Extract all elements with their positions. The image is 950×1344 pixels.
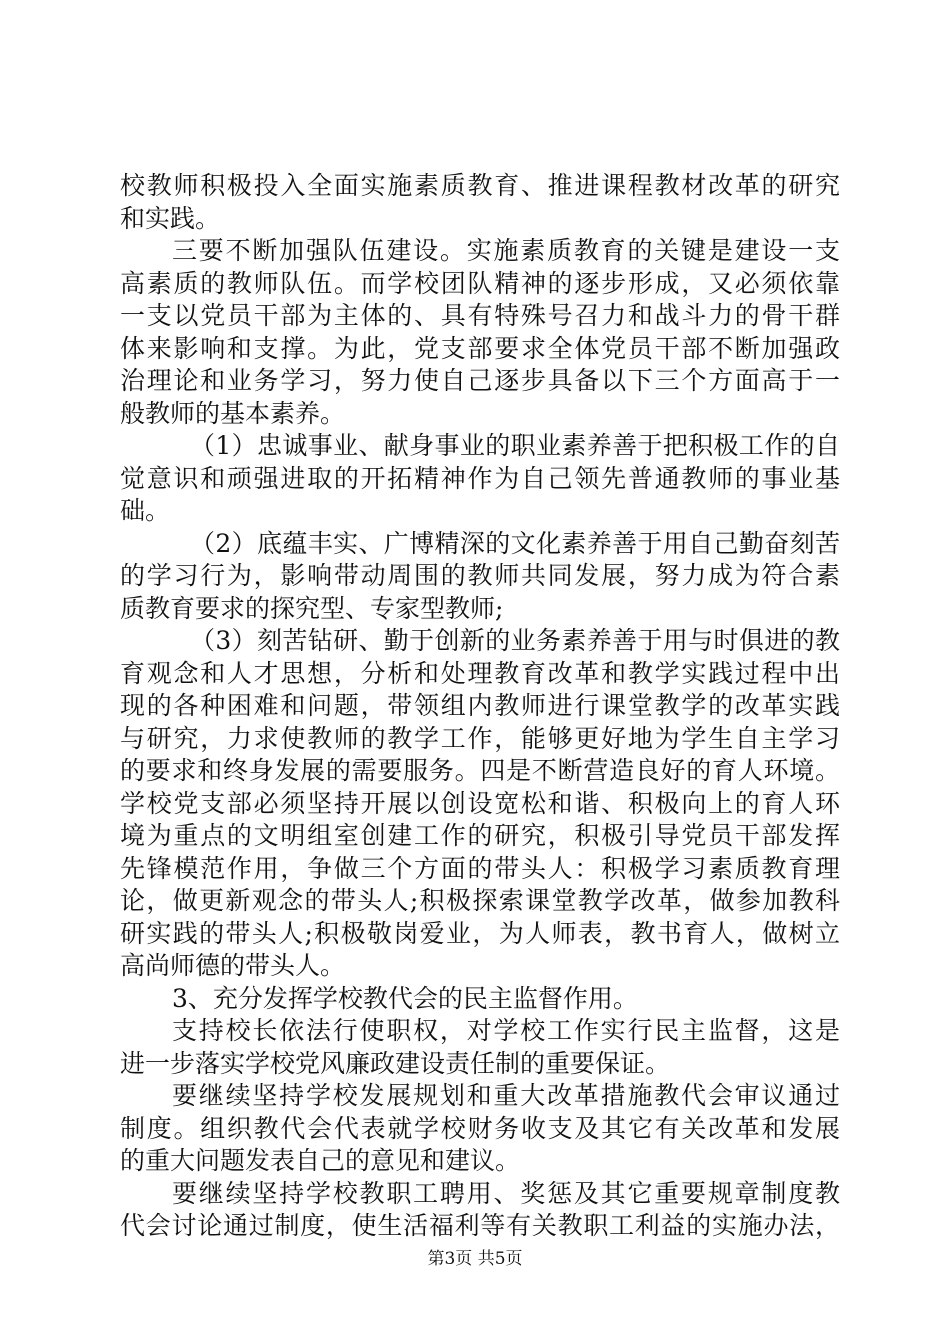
text-line: 一支以党员干部为主体的、具有特殊号召力和战斗力的骨干群 <box>120 301 840 330</box>
text-line: 育观念和人才思想，分析和处理教育改革和教学实践过程中出 <box>120 658 840 688</box>
text-line: （2）底蕴丰实、广博精深的文化素养善于用自己勤奋刻苦 <box>190 528 840 558</box>
text-line: 进一步落实学校党风廉政建设责任制的重要保证。 <box>120 1048 671 1078</box>
text-line: 代会讨论通过制度，使生活福利等有关教职工利益的实施办法， <box>120 1211 840 1240</box>
text-line: 论，做更新观念的带头人;积极探索课堂教学改革，做参加教科 <box>120 886 840 915</box>
text-line: （3）刻苦钻研、勤于创新的业务素养善于用与时俱进的教 <box>190 626 840 655</box>
text-line: 境为重点的文明组室创建工作的研究，积极引导党员干部发挥 <box>120 821 840 850</box>
text-line: 校教师积极投入全面实施素质教育、推进课程教材改革的研究 <box>120 171 840 200</box>
text-line: 般教师的基本素养。 <box>120 398 346 428</box>
text-line: 体来影响和支撑。为此，党支部要求全体党员干部不断加强政 <box>120 333 840 363</box>
text-line: 的重大问题发表自己的意见和建议。 <box>120 1146 521 1175</box>
text-line: 3、充分发挥学校教代会的民主监督作用。 <box>172 983 638 1013</box>
text-line: 制度。组织教代会代表就学校财务收支及其它有关改革和发展 <box>120 1113 840 1143</box>
text-line: 三要不断加强队伍建设。实施素质教育的关键是建设一支 <box>172 236 840 265</box>
text-line: 的要求和终身发展的需要服务。四是不断营造良好的育人环境。 <box>120 756 840 785</box>
text-line: （1）忠诚事业、献身事业的职业素养善于把积极工作的自 <box>190 431 840 460</box>
text-line: 要继续坚持学校发展规划和重大改革措施教代会审议通过 <box>172 1081 840 1110</box>
body-text <box>120 170 840 1243</box>
text-line: 的学习行为，影响带动周围的教师共同发展，努力成为符合素 <box>120 561 840 590</box>
text-line: 治理论和业务学习，努力使自己逐步具备以下三个方面高于一 <box>120 366 840 395</box>
text-line: 支持校长依法行使职权，对学校工作实行民主监督，这是 <box>172 1016 840 1045</box>
text-line: 础。 <box>120 496 171 525</box>
text-line: 先锋模范作用，争做三个方面的带头人：积极学习素质教育理 <box>120 853 840 883</box>
text-line: 觉意识和顽强进取的开拓精神作为自己领先普通教师的事业基 <box>120 463 840 493</box>
page-footer: 第3页 共5页 <box>427 1249 523 1269</box>
text-line: 高素质的教师队伍。而学校团队精神的逐步形成，又必须依靠 <box>120 268 840 298</box>
text-line: 质教育要求的探究型、专家型教师; <box>120 593 504 623</box>
text-line: 和实践。 <box>120 203 221 233</box>
text-line: 与研究，力求使教师的教学工作，能够更好地为学生自主学习 <box>120 723 840 753</box>
text-line: 现的各种困难和问题，带领组内教师进行课堂教学的改革实践 <box>120 691 840 720</box>
text-line: 研实践的带头人;积极敬岗爱业，为人师表，教书育人，做树立 <box>120 918 840 948</box>
text-line: 学校党支部必须坚持开展以创设宽松和谐、积极向上的育人环 <box>120 788 840 818</box>
text-line: 高尚师德的带头人。 <box>120 951 346 980</box>
text-line: 要继续坚持学校教职工聘用、奖惩及其它重要规章制度教 <box>172 1178 840 1208</box>
